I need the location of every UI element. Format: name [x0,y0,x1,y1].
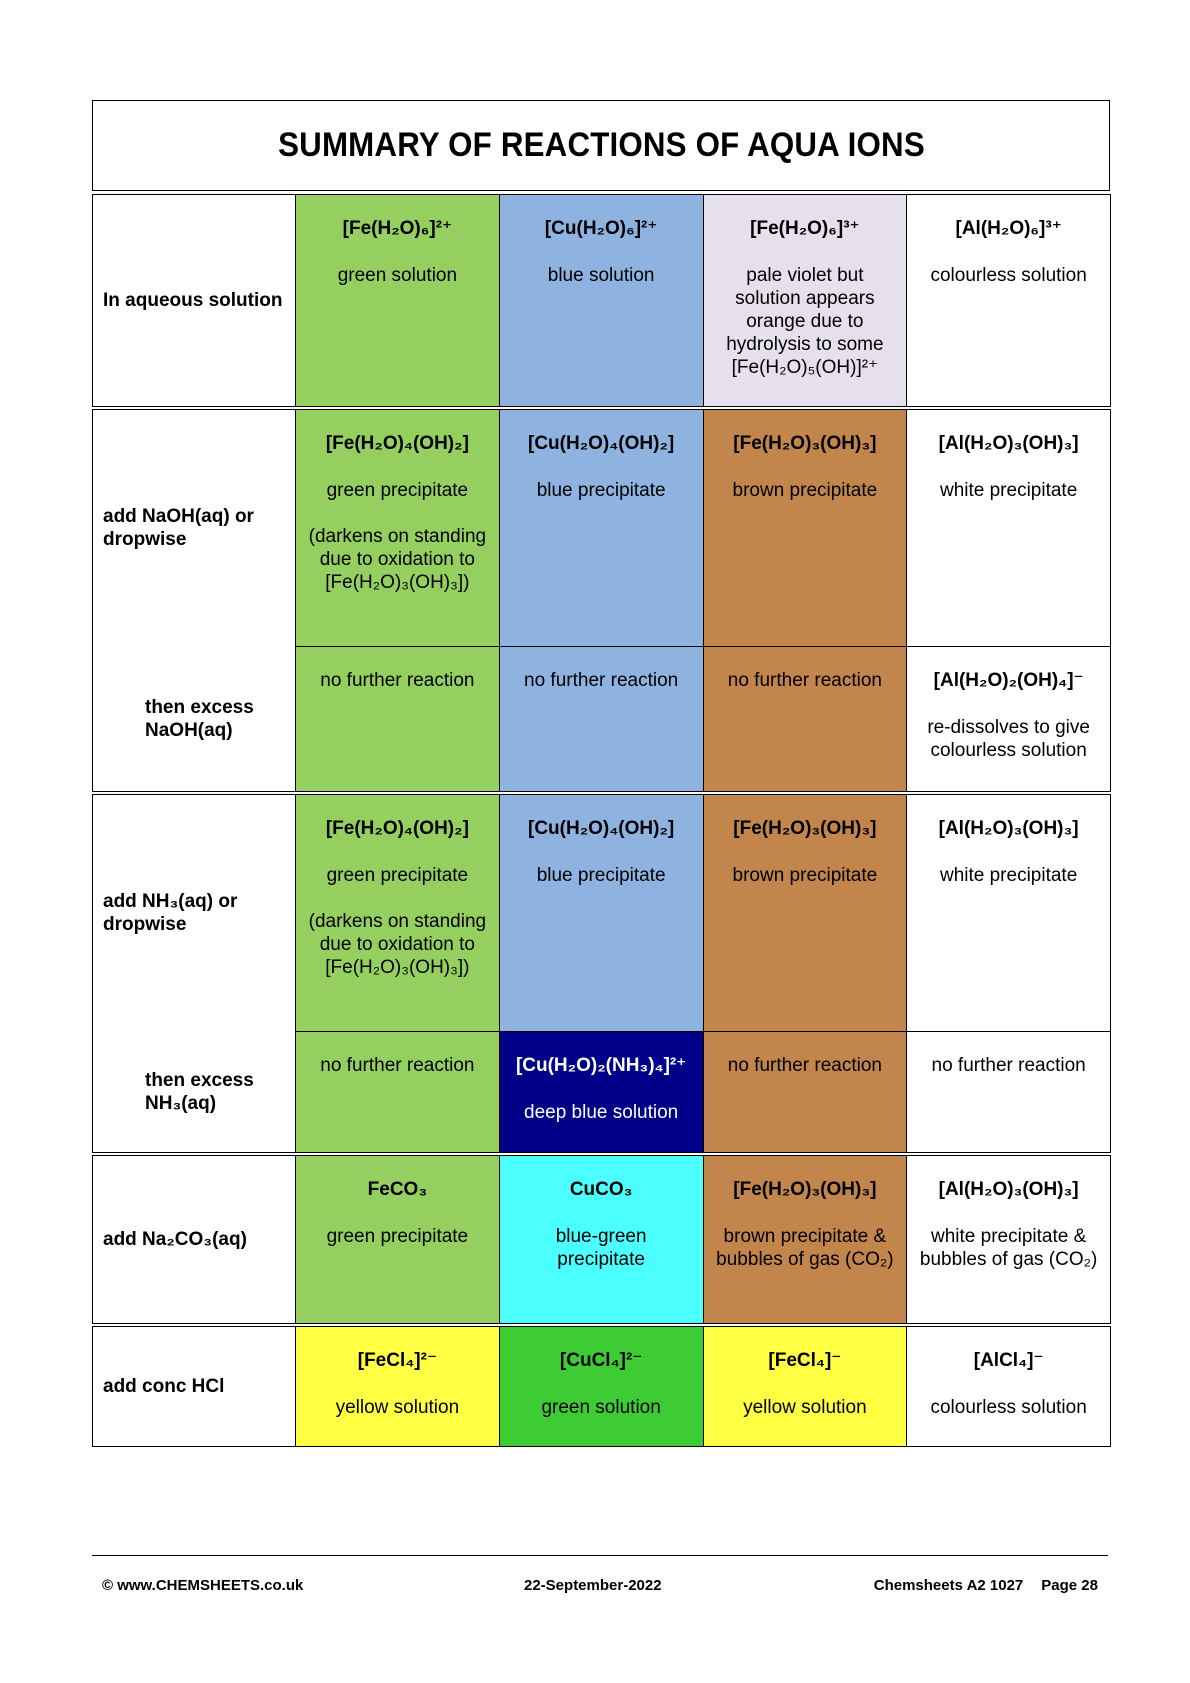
formula: [FeCl₄]²⁻ [357,1350,437,1371]
cell-al3-naoh-dropwise [907,410,1111,647]
footer-website: © www.CHEMSHEETS.co.uk [102,1577,304,1594]
row-label-aqueous: In aqueous solution [93,195,296,407]
note: (darkens on standing due to oxidation to [Fe(H₂O)₃(OH)₃]) [308,911,487,978]
description: no further reaction [320,670,475,691]
formula: [Cu(H₂O)₄(OH)₂] [528,433,675,454]
description: blue precipitate [536,865,666,886]
formula: [Al(H₂O)₆]³⁺ [955,218,1062,239]
cell-fe2-na2co3 [296,1156,500,1324]
page-title: SUMMARY OF REACTIONS OF AQUA IONS [277,126,925,164]
cell-fe3-hcl [703,1327,907,1447]
cell-fe2-hcl [296,1327,500,1447]
description: brown precipitate [732,480,878,501]
formula: [Fe(H₂O)₃(OH)₃] [733,818,877,839]
description: white precipitate [939,865,1078,886]
description: re-dissolves to give colourless solution [927,717,1090,761]
formula: [Al(H₂O)₂(OH)₄]⁻ [933,670,1084,691]
cell-fe3-nh3-excess [703,1032,907,1153]
cell-al3-naoh-excess [907,647,1111,792]
description: green precipitate [326,1226,469,1247]
row-label-na2co3: add Na₂CO₃(aq) [93,1156,296,1324]
footer-date: 22-September-2022 [524,1577,662,1594]
cell-cu2-na2co3 [499,1156,703,1324]
footer-right [874,1577,1098,1594]
row-label-nh3-dropwise: add NH₃(aq) or dropwise [93,795,296,1032]
table-row [93,1032,1111,1153]
cell-fe2-nh3-excess [296,1032,500,1153]
formula: [FeCl₄]⁻ [768,1350,842,1371]
formula: [Cu(H₂O)₆]²⁺ [544,218,658,239]
row-label-nh3-excess: then excess NH₃(aq) [93,1032,296,1153]
description: no further reaction [727,1055,882,1076]
cell-fe3-aqueous [703,195,907,407]
formula: [CuCl₄]²⁻ [559,1350,643,1371]
description: colourless solution [930,265,1087,286]
title-box [92,100,1110,191]
formula: CuCO₃ [569,1179,633,1200]
note: (darkens on standing due to oxidation to [Fe(H₂O)₃(OH)₃]) [308,526,487,593]
cell-al3-na2co3 [907,1156,1111,1324]
formula: [Fe(H₂O)₆]²⁺ [342,218,453,239]
description: blue-green precipitate [555,1226,647,1270]
cell-fe2-aqueous [296,195,500,407]
formula: [Cu(H₂O)₄(OH)₂] [528,818,675,839]
description: white precipitate [939,480,1078,501]
formula: [Fe(H₂O)₃(OH)₃] [733,1179,877,1200]
description: pale violet but solution appears orange due to hydrolysis to some [Fe(H₂O)₅(OH)]²⁺ [726,265,884,378]
cell-cu2-nh3-dropwise [499,795,703,1032]
table-row [93,647,1111,792]
description: no further reaction [727,670,882,691]
formula: FeCO₃ [367,1179,428,1200]
table-row [93,1156,1111,1324]
cell-cu2-hcl [499,1327,703,1447]
cell-fe2-naoh-dropwise [296,410,500,647]
formula: [Al(H₂O)₃(OH)₃] [938,433,1079,454]
cell-fe3-naoh-excess [703,647,907,792]
row-label-hcl: add conc HCl [93,1327,296,1447]
cell-cu2-nh3-excess [499,1032,703,1153]
description: green precipitate [326,865,469,886]
cell-cu2-naoh-dropwise [499,410,703,647]
description: blue solution [547,265,655,286]
formula: [Al(H₂O)₃(OH)₃] [938,818,1079,839]
table-row [93,410,1111,647]
description: green solution [541,1397,661,1418]
table-row [93,795,1111,1032]
footer-series: Chemsheets A2 1027 [873,1577,1024,1594]
reactions-table [92,194,1111,1447]
description: brown precipitate & bubbles of gas (CO₂) [716,1226,894,1270]
formula: [Fe(H₂O)₄(OH)₂] [325,433,469,454]
description: green solution [337,265,458,286]
cell-fe3-na2co3 [703,1156,907,1324]
cell-fe2-naoh-excess [296,647,500,792]
formula: [Fe(H₂O)₆]³⁺ [750,218,860,239]
formula: [Fe(H₂O)₃(OH)₃] [733,433,877,454]
description: no further reaction [320,1055,475,1076]
footer-page: Page 28 [1041,1577,1098,1594]
cell-cu2-naoh-excess [499,647,703,792]
description: blue precipitate [536,480,666,501]
row-label-naoh-excess: then excess NaOH(aq) [93,647,296,792]
description: green precipitate [326,480,469,501]
formula: [Al(H₂O)₃(OH)₃] [938,1179,1079,1200]
description: brown precipitate [732,865,878,886]
formula: [Fe(H₂O)₄(OH)₂] [325,818,469,839]
table-row [93,195,1111,407]
cell-al3-aqueous [907,195,1111,407]
description: deep blue solution [524,1102,679,1123]
cell-al3-nh3-dropwise [907,795,1111,1032]
description: no further reaction [524,670,679,691]
description: yellow solution [335,1397,460,1418]
table-row [93,1327,1111,1447]
cell-fe2-nh3-dropwise [296,795,500,1032]
cell-fe3-nh3-dropwise [703,795,907,1032]
description: yellow solution [743,1397,867,1418]
cell-fe3-naoh-dropwise [703,410,907,647]
description: white precipitate & bubbles of gas (CO₂) [919,1226,1098,1270]
cell-cu2-aqueous [499,195,703,407]
description: colourless solution [930,1397,1087,1418]
formula: [Cu(H₂O)₂(NH₃)₄]²⁺ [515,1055,687,1076]
formula: [AlCl₄]⁻ [973,1350,1044,1371]
row-label-naoh-dropwise: add NaOH(aq) or dropwise [93,410,296,647]
cell-al3-nh3-excess [907,1032,1111,1153]
footer-divider [92,1555,1108,1556]
summary-sheet [92,100,1110,1447]
description: no further reaction [931,1055,1086,1076]
cell-al3-hcl [907,1327,1111,1447]
